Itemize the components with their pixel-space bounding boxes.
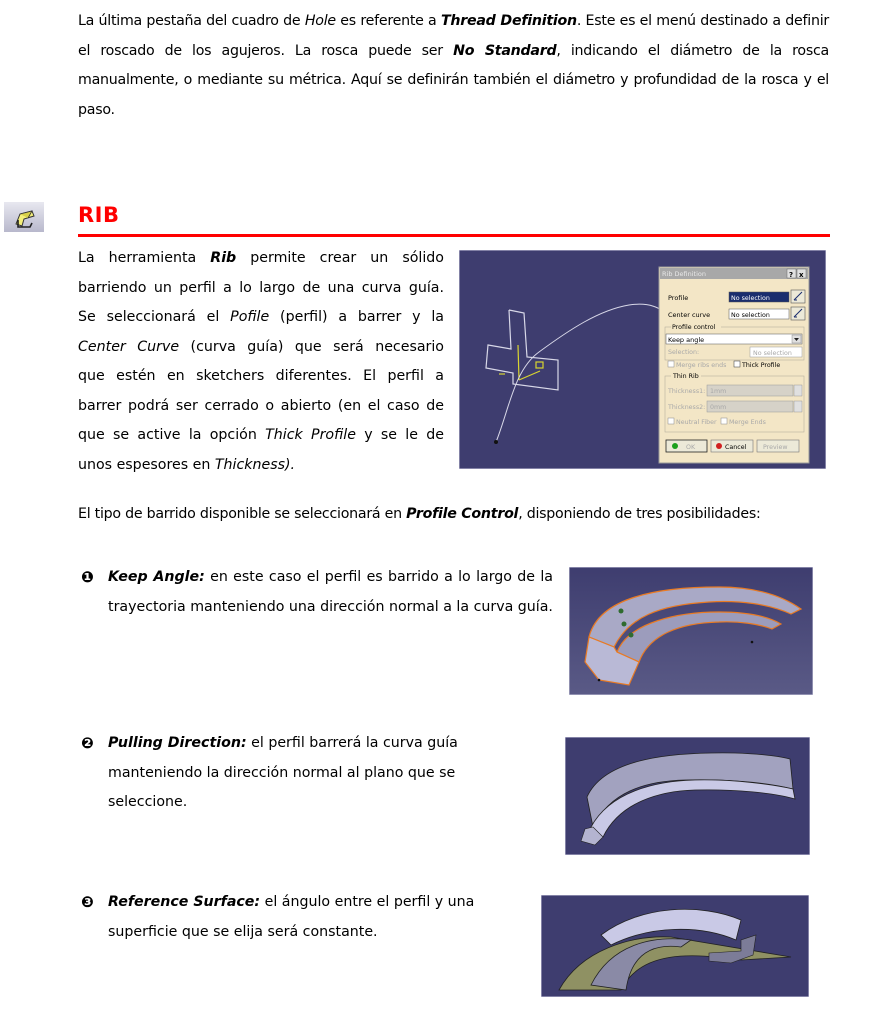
text: permite crear un sólido — [236, 250, 444, 266]
ok-label: OK — [686, 444, 696, 451]
cancel-icon — [716, 443, 722, 449]
merge-ends-label: Merge Ends — [729, 419, 766, 426]
help-icon: ? — [789, 271, 794, 279]
dialog-title: Rib Definition — [662, 270, 706, 278]
text: , disponiendo de tres posibilidades: — [518, 506, 761, 522]
intro-text: , indicando el diámetro de la rosca manualmente, o mediante su métrica. Aquí se definirán también el diámetro y profundidad de la rosca y el paso. — [78, 42, 829, 118]
merge-ribs-checkbox[interactable] — [668, 361, 674, 367]
thickness-term: Thickness). — [214, 456, 296, 473]
bullet-1-icon: ❶ — [81, 568, 94, 586]
pulling-direction-figure — [565, 737, 810, 855]
option-text: en este caso el perfil es barrido a lo largo de la trayectoria manteniendo una dirección normal a la curva guía. — [108, 569, 554, 615]
option-reference-surface — [108, 888, 528, 947]
rib-description — [78, 244, 444, 480]
bullet-2-icon: ❷ — [81, 734, 94, 752]
text: La herramienta — [78, 250, 211, 266]
option-title: Pulling Direction: — [108, 735, 247, 751]
center-curve-label: Center curve — [668, 311, 711, 319]
text: y se le de — [355, 427, 444, 443]
text-line — [78, 303, 444, 333]
text-line — [78, 421, 444, 451]
text: (perfil) a barrer y la — [269, 309, 444, 325]
bullet-3-icon: ❸ — [81, 893, 94, 911]
thickness2-spinner[interactable] — [794, 401, 802, 412]
rib-term: Rib — [210, 250, 237, 266]
thick-profile-checkbox[interactable] — [734, 361, 740, 367]
option-title: Keep Angle: — [108, 569, 205, 585]
reference-surface-figure — [541, 895, 809, 997]
thin-rib-label: Thin Rib — [673, 373, 699, 380]
thickness1-value: 1mm — [710, 388, 727, 395]
profile-value: No selection — [731, 295, 770, 302]
intro-text: La última pestaña del cuadro de — [78, 13, 305, 29]
center-curve-value: No selection — [731, 312, 770, 319]
text: Se seleccionará el — [78, 309, 231, 325]
close-icon: x — [799, 271, 804, 279]
thickness2-value: 0mm — [710, 404, 727, 411]
preview-label: Preview — [763, 444, 788, 451]
option-text: el perfil barrerá la curva guía manteniendo la dirección normal al plano que se seleccione. — [108, 735, 458, 810]
text-line — [78, 244, 444, 274]
profile-control-term: Profile Control — [406, 506, 519, 522]
merge-ribs-label: Merge ribs ends — [676, 362, 727, 369]
profile-label: Profile — [668, 294, 689, 302]
keep-angle-figure — [569, 567, 813, 695]
text: El tipo de barrido disponible se seleccionará en — [78, 506, 407, 522]
rib-definition-dialog — [659, 267, 809, 463]
option-keep-angle — [108, 563, 553, 622]
ok-icon — [672, 443, 678, 449]
intro-text: es referente a — [335, 13, 441, 29]
no-standard-term: No Standard — [453, 42, 557, 59]
text-line: barrer podrá ser cerrado o abierto (en el caso de — [78, 397, 444, 414]
thickness1-label: Thickness1: — [668, 388, 706, 395]
profile-control-label: Profile control — [672, 324, 716, 331]
profile-control-paragraph — [78, 500, 838, 530]
thread-definition-term: Thread Definition — [440, 13, 577, 29]
section-divider — [78, 234, 830, 237]
curve-endpoint — [494, 440, 498, 444]
option-pulling-direction — [108, 729, 468, 818]
thick-profile-term: Thick Profile — [265, 427, 356, 443]
text-line — [78, 333, 444, 363]
thick-profile-label: Thick Profile — [742, 362, 781, 369]
pofile-term: Pofile — [230, 309, 270, 325]
option-title: Reference Surface: — [108, 894, 261, 910]
thickness1-spinner[interactable] — [794, 385, 802, 396]
thickness2-label: Thickness2: — [668, 404, 706, 411]
rib-definition-screenshot — [459, 250, 826, 469]
text-line — [78, 451, 444, 481]
center-curve-term: Center Curve — [78, 338, 180, 355]
text: (curva guía) que será necesario — [179, 338, 444, 355]
text-line: barriendo un perfil a lo largo de una curva guía. — [78, 279, 444, 296]
section-title: RIB — [78, 203, 120, 227]
neutral-fiber-checkbox[interactable] — [668, 418, 674, 424]
selection-value: No selection — [753, 350, 792, 357]
hole-term: Hole — [304, 13, 336, 29]
merge-ends-checkbox[interactable] — [721, 418, 727, 424]
option-text: el ángulo entre el perfil y una superficie que se elija será constante. — [108, 894, 475, 940]
profile-control-value: Keep angle — [668, 336, 705, 344]
selection-label: Selection: — [668, 349, 700, 356]
text: que se active la opción — [78, 427, 266, 443]
intro-text: . Este es el menú destinado a definir el roscado de los agujeros. La rosca puede ser — [78, 13, 829, 59]
neutral-fiber-label: Neutral Fiber — [676, 419, 717, 426]
text-line: que estén en sketchers diferentes. El perfil a — [78, 368, 444, 384]
rib-tool-icon — [4, 202, 44, 232]
cancel-label: Cancel — [725, 444, 747, 451]
text: unos espesores en — [78, 456, 215, 473]
intro-paragraph — [78, 7, 829, 125]
